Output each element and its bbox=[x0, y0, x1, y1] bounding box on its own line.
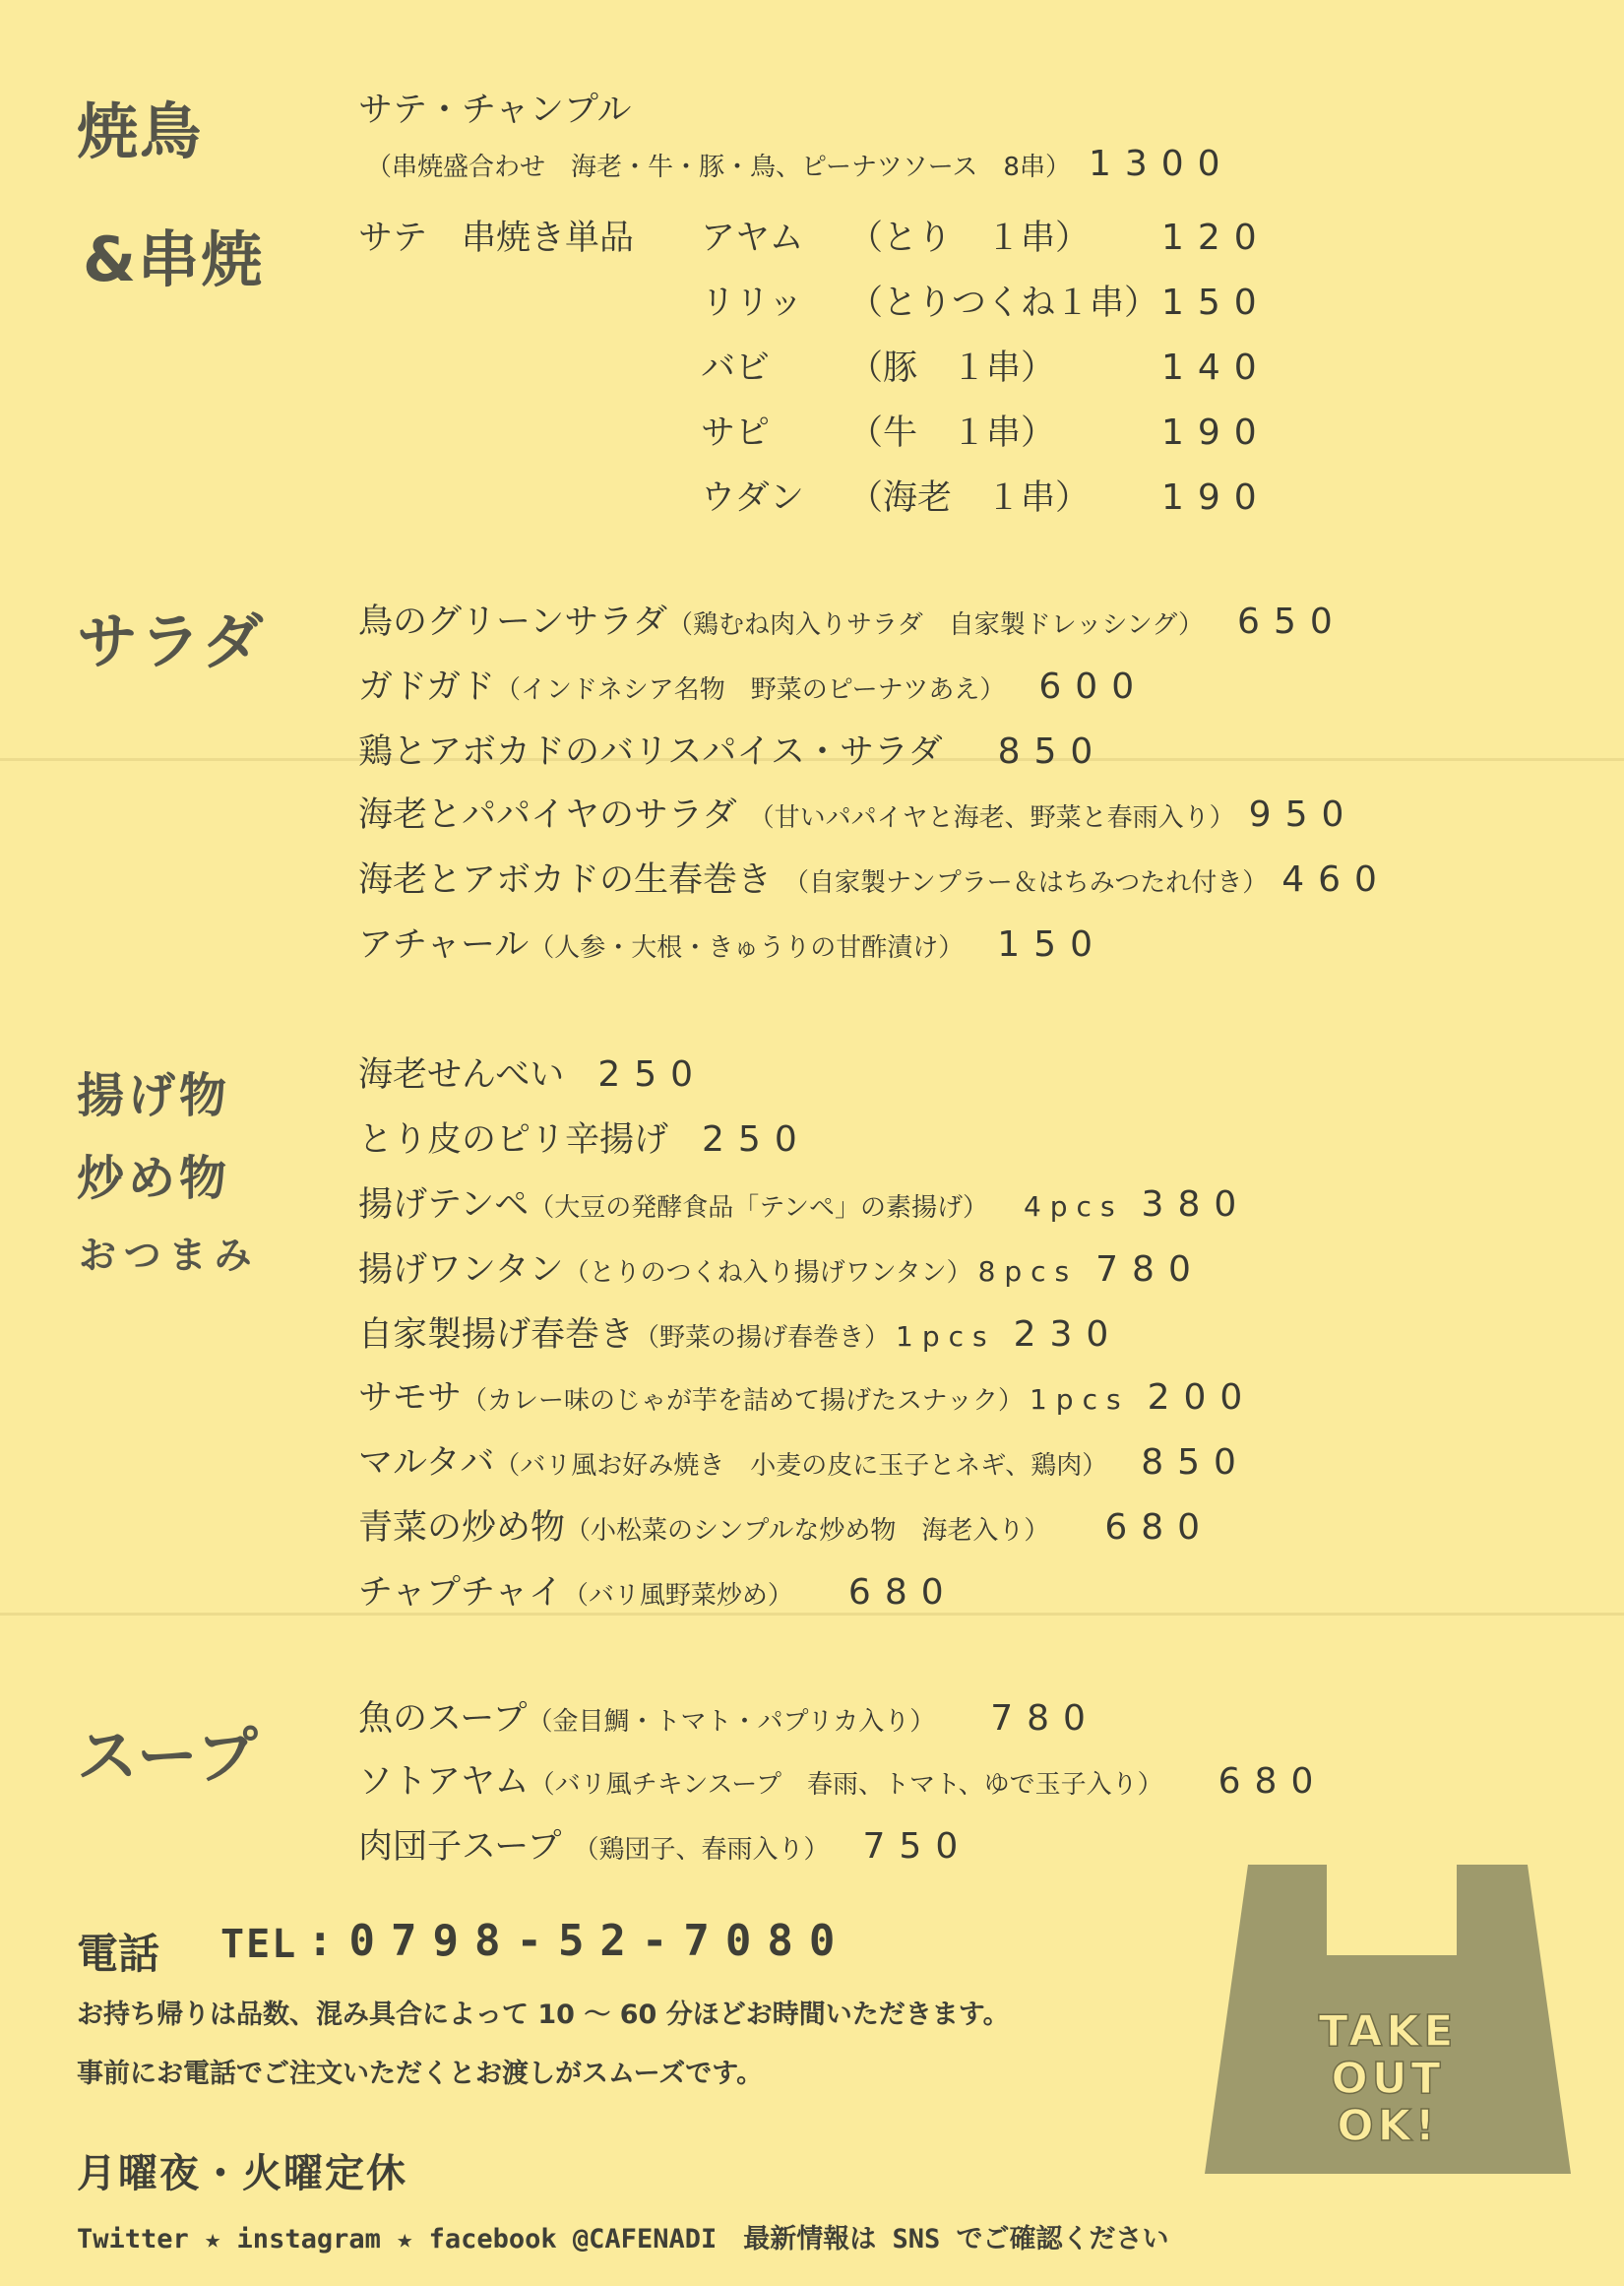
section-title-yakitori: 焼鳥 bbox=[77, 95, 204, 167]
menu-item-samosa bbox=[358, 1370, 1256, 1420]
item-note: （海老 １串） bbox=[848, 478, 1091, 518]
item-note: （豚 １串） bbox=[848, 349, 1056, 388]
takeout-line-2: OUT bbox=[1331, 2054, 1445, 2104]
item-note: （小松菜のシンプルな炒め物 海老入り） bbox=[565, 1516, 1050, 1546]
item-note: （とり １串） bbox=[848, 219, 1091, 258]
item-price: 250 bbox=[702, 1119, 811, 1160]
item-price: 950 bbox=[1248, 794, 1358, 835]
section-title-otsumami: おつまみ bbox=[79, 1234, 260, 1277]
item-name: 青菜の炒め物 bbox=[358, 1508, 566, 1548]
menu-item-spring-roll-fried bbox=[358, 1307, 1122, 1357]
section-title-salad: サラダ bbox=[77, 605, 266, 677]
item-note: （牛 １串） bbox=[848, 413, 1056, 453]
item-note: （野菜の揚げ春巻き） bbox=[634, 1323, 891, 1353]
item-price: 1300 bbox=[1088, 144, 1234, 184]
menu-item-ayam bbox=[701, 211, 1271, 260]
phone-number: :0798-52-7080 bbox=[307, 1916, 851, 1966]
item-pcs: 4pcs bbox=[1023, 1190, 1124, 1223]
item-price: 190 bbox=[1161, 477, 1271, 518]
item-price: 140 bbox=[1161, 348, 1271, 388]
closed-days: 月曜夜・火曜定休 bbox=[77, 2151, 407, 2196]
item-name: サピ bbox=[701, 413, 771, 453]
menu-item-fish-soup bbox=[358, 1691, 1099, 1741]
item-price: 850 bbox=[997, 731, 1107, 772]
section-title-fried: 揚げ物 bbox=[77, 1068, 231, 1123]
item-note: （鶏団子、春雨入り） bbox=[573, 1835, 830, 1865]
item-name: 海老とアボカドの生春巻き bbox=[358, 860, 773, 900]
item-note: （串焼盛合わせ 海老・牛・豚・鳥、ピーナツソース 8串） bbox=[366, 153, 1071, 182]
sate-single-label: サテ 串焼き単品 bbox=[358, 219, 635, 258]
item-name: 海老とパパイヤのサラダ bbox=[358, 795, 737, 835]
item-name: 揚げワンタン bbox=[358, 1250, 564, 1290]
item-pcs: 1pcs bbox=[1029, 1383, 1130, 1416]
menu-item-babi bbox=[701, 341, 1271, 390]
item-name: アチャール bbox=[358, 925, 530, 965]
item-name: 海老せんべい bbox=[358, 1055, 565, 1095]
item-note: （甘いパパイヤと海老、野菜と春雨入り） bbox=[748, 803, 1235, 833]
item-note: （人参・大根・きゅうりの甘酢漬け） bbox=[529, 933, 965, 963]
menu-item-sapi bbox=[701, 406, 1271, 455]
item-price: 460 bbox=[1281, 859, 1391, 900]
takeout-line-3: OK! bbox=[1337, 2101, 1439, 2151]
item-name: 鳥のグリーンサラダ bbox=[358, 603, 667, 642]
phone-label: 電話 bbox=[77, 1930, 160, 1978]
item-name: マルタバ bbox=[358, 1443, 495, 1483]
section-title-kushiyaki: &串焼 bbox=[83, 223, 265, 295]
menu-item-wonton bbox=[358, 1242, 1205, 1292]
item-price: 780 bbox=[1095, 1249, 1205, 1290]
menu-item-udang bbox=[701, 471, 1271, 520]
item-note: （金目鯛・トマト・パプリカ入り） bbox=[527, 1707, 936, 1737]
menu-item-tempeh bbox=[358, 1177, 1250, 1227]
item-name: アヤム bbox=[701, 219, 804, 258]
menu-item-cap-cay bbox=[358, 1565, 958, 1615]
menu-item-sate-champur-detail bbox=[366, 144, 1234, 184]
item-price: 150 bbox=[1161, 283, 1271, 323]
item-price: 230 bbox=[1013, 1314, 1123, 1355]
item-name: リリッ bbox=[701, 284, 803, 323]
item-note: （カレー味のじゃが芋を詰めて揚げたスナック） bbox=[462, 1386, 1024, 1416]
item-note: （バリ風野菜炒め） bbox=[562, 1581, 793, 1611]
item-name: 肉団子スープ bbox=[358, 1827, 562, 1867]
menu-item-greens-stir-fry bbox=[358, 1500, 1214, 1550]
item-name: バビ bbox=[701, 349, 771, 388]
item-pcs: 1pcs bbox=[896, 1320, 996, 1353]
item-name: 自家製揚げ春巻き bbox=[358, 1315, 635, 1355]
item-note: （自家製ナンプラー＆はちみつたれ付き） bbox=[783, 868, 1269, 898]
item-name: 揚げテンペ bbox=[358, 1185, 530, 1225]
item-price: 750 bbox=[862, 1826, 972, 1867]
takeout-bag-icon bbox=[1203, 1861, 1571, 2182]
item-name: 魚のスープ bbox=[358, 1699, 528, 1739]
item-price: 120 bbox=[1161, 218, 1271, 258]
item-price: 600 bbox=[1038, 667, 1149, 707]
menu-item-shrimp-cracker bbox=[358, 1048, 707, 1097]
item-price: 680 bbox=[1104, 1507, 1215, 1548]
section-title-soup: スープ bbox=[77, 1720, 260, 1792]
item-name: とり皮のピリ辛揚げ bbox=[358, 1120, 669, 1160]
item-price: 150 bbox=[997, 924, 1106, 965]
menu-item-meatball-soup bbox=[358, 1819, 971, 1869]
takeout-note-time: お持ち帰りは品数、混み具合によって 10 ～ 60 分ほどお時間いただきます。 bbox=[77, 2000, 1010, 2030]
item-name: 鶏とアボカドのバリスパイス・サラダ bbox=[358, 732, 943, 772]
menu-item-martabak bbox=[358, 1435, 1250, 1485]
item-name: サモサ bbox=[358, 1378, 463, 1418]
menu-item-green-salad bbox=[358, 595, 1346, 644]
item-price: 680 bbox=[1218, 1761, 1328, 1802]
takeout-note-order: 事前にお電話でご注文いただくとお渡しがスムーズです。 bbox=[77, 2059, 764, 2089]
item-price: 380 bbox=[1141, 1184, 1251, 1225]
item-name: ガドガド bbox=[358, 667, 495, 707]
menu-item-papaya-salad bbox=[358, 788, 1357, 837]
item-note: （インドネシア名物 野菜のピーナツあえ） bbox=[494, 675, 1006, 705]
takeout-line-1: TAKE bbox=[1318, 2006, 1458, 2057]
sns-info: Twitter ★ instagram ★ facebook @CAFENADI 最新情報は SNS でご確認ください bbox=[77, 2224, 1169, 2254]
item-note: （大豆の発酵食品「テンペ」の素揚げ） bbox=[529, 1193, 988, 1223]
tel-label: TEL bbox=[220, 1922, 298, 1967]
item-price: 250 bbox=[597, 1054, 708, 1095]
menu-item-spring-roll bbox=[358, 853, 1391, 902]
menu-item-chicken-skin bbox=[358, 1112, 811, 1162]
item-note: （とりのつくね入り揚げワンタン） bbox=[563, 1258, 972, 1288]
item-note: （バリ風チキンスープ 春雨、トマト、ゆで玉子入り） bbox=[529, 1770, 1163, 1800]
item-name: ウダン bbox=[701, 478, 805, 518]
menu-item-gado-gado bbox=[358, 660, 1148, 709]
item-pcs: 8pcs bbox=[977, 1255, 1079, 1288]
item-name: ソトアヤム bbox=[358, 1762, 530, 1802]
item-price: 680 bbox=[847, 1572, 958, 1613]
item-name: チャプチャイ bbox=[358, 1573, 563, 1613]
item-note: （鶏むね肉入りサラダ 自家製ドレッシング） bbox=[666, 610, 1205, 640]
menu-item-sate-champur: サテ・チャンプル bbox=[358, 91, 632, 130]
item-price: 650 bbox=[1237, 602, 1346, 642]
menu-item-lilit bbox=[701, 276, 1271, 325]
item-price: 780 bbox=[990, 1698, 1099, 1739]
menu-item-acar bbox=[358, 918, 1106, 967]
item-price: 190 bbox=[1161, 413, 1271, 453]
section-title-stir-fried: 炒め物 bbox=[77, 1151, 231, 1206]
item-note: （バリ風お好み焼き 小麦の皮に玉子とネギ、鶏肉） bbox=[494, 1451, 1108, 1481]
item-note: （とりつくね１串） bbox=[848, 284, 1159, 323]
item-price: 200 bbox=[1147, 1377, 1257, 1418]
menu-item-chicken-avocado-salad bbox=[358, 725, 1106, 774]
item-price: 850 bbox=[1141, 1442, 1250, 1483]
menu-item-soto-ayam bbox=[358, 1754, 1327, 1804]
